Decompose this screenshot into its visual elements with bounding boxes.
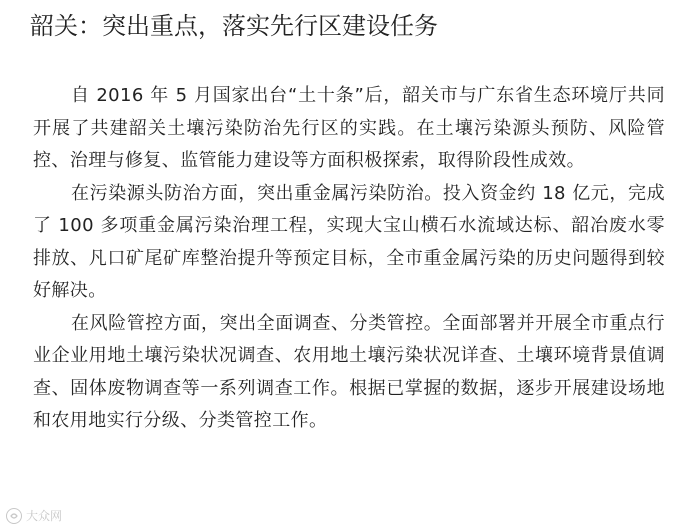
- paragraph-source-prevention: 在污染源头防治方面，突出重金属污染防治。投入资金约 18 亿元，完成了 100 多项重金属污染治理工程，实现大宝山横石水流域达标、韶冶废水零排放、凡口矿尾矿库整治提升等预定目标，全市重金属污染的历史问题得到较好解决。: [33, 182, 665, 301]
- watermark-text: 大众网: [26, 509, 63, 523]
- article-body: [33, 80, 665, 438]
- paragraph-intro: 自 2016 年 5 月国家出台“土十条”后，韶关市与广东省生态环境厅共同开展了共建韶关土壤污染防治先行区的实践。在土壤污染源头预防、风险管控、治理与修复、监管能力建设等方面积极探索，取得阶段性成效。: [33, 85, 665, 171]
- paragraph-risk-control: 在风险管控方面，突出全面调查、分类管控。全面部署并开展全市重点行业企业用地土壤污染状况调查、农用地土壤污染状况详查、土壤环境背景值调查、固体废物调查等一系列调查工作。根据已掌握的数据，逐步开展建设场地和农用地实行分级、分类管控工作。: [33, 312, 665, 431]
- article-title: 韶关：突出重点，落实先行区建设任务: [30, 12, 438, 40]
- watermark-logo-icon: [6, 508, 22, 524]
- watermark: [6, 507, 62, 524]
